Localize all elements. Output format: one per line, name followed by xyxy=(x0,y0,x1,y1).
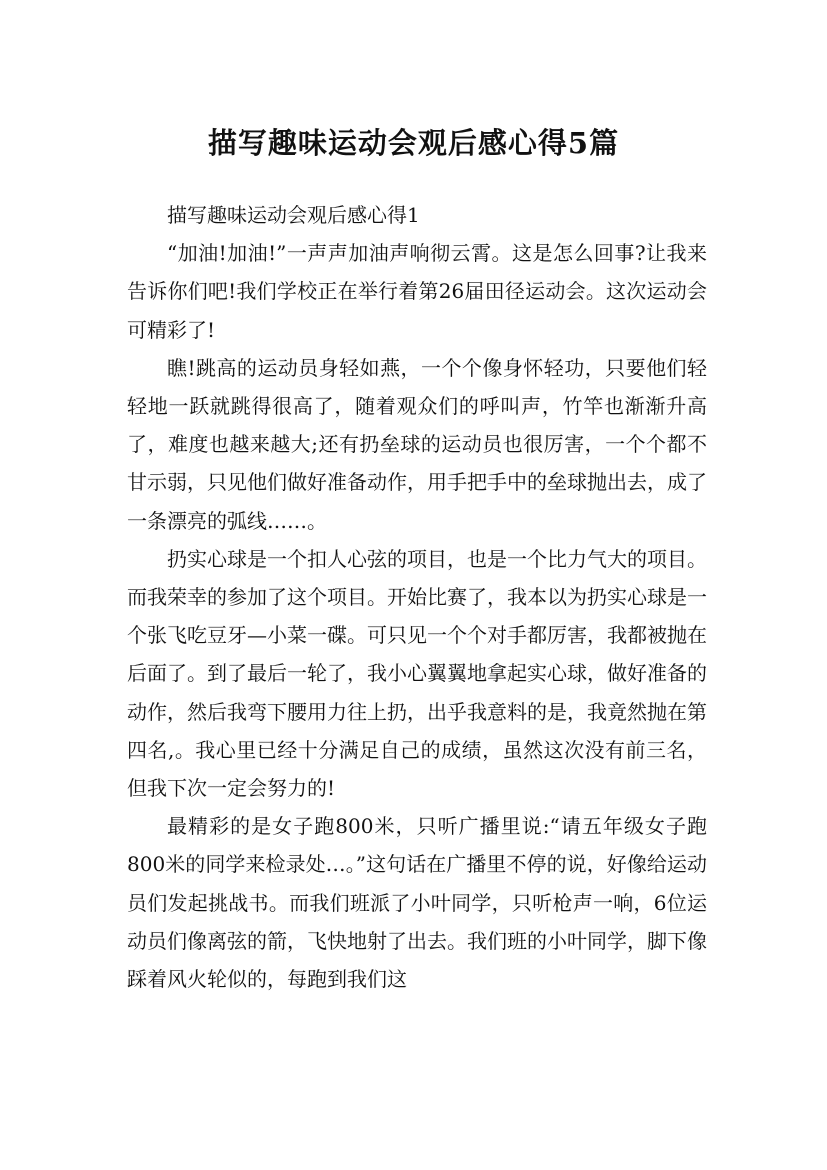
paragraph-1: “加油!加油!”一声声加油声响彻云霄。这是怎么回事?让我来告诉你们吧!我们学校正在举行着第26届田径运动会。这次运动会可精彩了! xyxy=(127,241,707,342)
paragraph-2: 瞧!跳高的运动员身轻如燕，一个个像身怀轻功，只要他们轻轻地一跃就跳得很高了，随着观众们的呼叫声，竹竿也渐渐升高了，难度也越来越大;还有扔垒球的运动员也很厉害，一个个都不甘示弱，只见他们做好准备动作，用手把手中的垒球抛出去，成了一条漂亮的弧线……。 xyxy=(127,355,707,533)
paragraph-4: 最精彩的是女子跑800米，只听广播里说:“请五年级女子跑800米的同学来检录处…。”这句话在广播里不停的说，好像给运动员们发起挑战书。而我们班派了小叶同学，只听枪声一响，6位运动员们像离弦的箭，飞快地射了出去。我们班的小叶同学，脚下像踩着风火轮似的，每跑到我们这 xyxy=(127,814,707,992)
document-title: 描写趣味运动会观后感心得5篇 xyxy=(207,126,620,161)
document-body xyxy=(127,196,707,998)
section-heading: 描写趣味运动会观后感心得1 xyxy=(167,203,420,227)
paragraph-3: 扔实心球是一个扣人心弦的项目，也是一个比力气大的项目。而我荣幸的参加了这个项目。开始比赛了，我本以为扔实心球是一个张飞吃豆牙—小菜一碟。可只见一个个对手都厉害，我都被抛在后面了。到了最后一轮了，我小心翼翼地拿起实心球，做好准备的动作，然后我弯下腰用力往上扔，出乎我意料的是，我竟然抛在第四名,。我心里已经十分满足自己的成绩，虽然这次没有前三名，但我下次一定会努力的! xyxy=(127,546,707,801)
